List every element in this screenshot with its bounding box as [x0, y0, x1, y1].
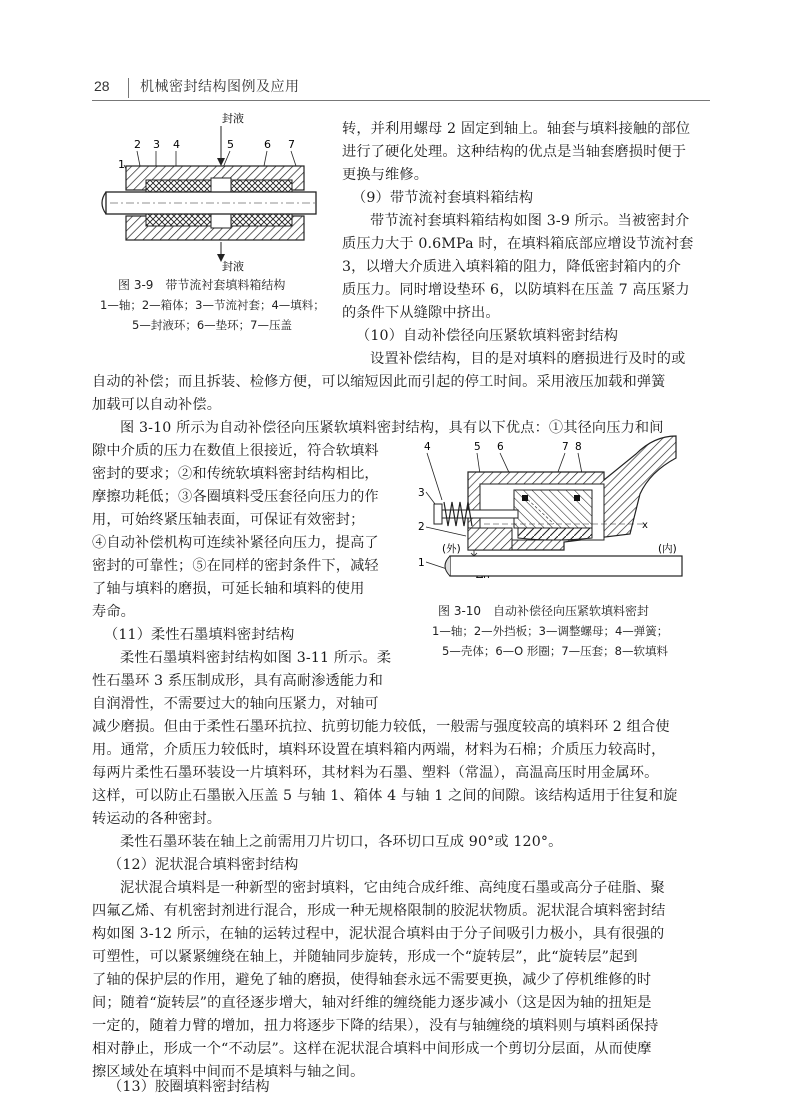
text-line: 擦区域处在填料中间而不是填料与轴之间。: [92, 1064, 365, 1080]
text-line: 隙中介质的压力在数值上很接近，符合软填料: [92, 443, 379, 459]
text-line: 可塑性，可以紧紧缠绕在轴上，并随轴同步旋转，形成一个“旋转层”，此“旋转层”起到: [92, 949, 638, 965]
fig310-label-6: 6: [497, 441, 504, 453]
text-line: 一定的，随着力臂的增加，扭力将逐步下降的结果），没有与轴缠绕的填料则与填料函保持: [92, 1018, 659, 1034]
text-line: 了轴的保护层的作用，避免了轴的磨损，使得轴套永远不需要更换，减少了停机维修的时: [92, 972, 652, 988]
text-line: 构如图 3-12 所示，在轴的运转过程中，泥状混合填料由于分子间吸引力极小，具有很强的: [92, 926, 665, 942]
text-line: 带节流衬套填料箱结构如图 3-9 所示。当被密封介: [370, 213, 690, 229]
fig310-label-7: 7: [562, 441, 569, 453]
section-heading-13: （13）胶圈填料密封结构: [108, 1079, 270, 1095]
fig39-caption-title: 图 3-9 带节流衬套填料箱结构: [118, 278, 286, 292]
fig39-label-7: 7: [288, 138, 295, 151]
fig310-inner-label: (内): [658, 543, 677, 555]
text-line: 相对静止，形成一个“不动层”。这样在泥状混合填料中间形成一个剪切分层面，从而使摩: [92, 1041, 652, 1057]
fig310-x-label: x: [642, 520, 648, 531]
text-line: 柔性石墨环装在轴上之前需用刀片切口，各环切口互成 90°或 120°。: [120, 834, 563, 850]
fig310-caption-line1: 1—轴；2—外挡板；3—调整螺母；4—弹簧；: [432, 624, 669, 638]
text-line: 设置补偿结构，目的是对填料的磨损进行及时的或: [370, 351, 686, 367]
fig39-label-4: 4: [173, 138, 180, 151]
text-line: 用，可始终紧压轴表面，可保证有效密封；: [92, 512, 365, 528]
text-line: 自动的补偿；而且拆装、检修方便，可以缩短因此而引起的停工时间。采用液压加载和弹簧: [92, 374, 666, 390]
text-line: 加载可以自动补偿。: [92, 397, 222, 413]
fig310-label-8: 8: [575, 441, 582, 453]
section-heading-9: （9）带节流衬套填料箱结构: [352, 190, 534, 206]
book-title: 机械密封结构图例及应用: [140, 79, 300, 95]
text-line: 每两片柔性石墨环装设一片填料环，其材料为石墨、塑料（常温），高温高压时用金属环。: [92, 765, 659, 781]
fig39-caption-line1: 1—轴；2—箱体；3—节流衬套；4—填料；: [100, 298, 325, 312]
section-heading-12: （12）泥状混合填料密封结构: [108, 857, 299, 873]
text-line: 摩擦功耗低；③各圈填料受压套径向压力的作: [92, 489, 379, 505]
page-number: 28: [94, 78, 110, 94]
text-line: 密封的要求；②和传统软填料密封结构相比，: [92, 466, 379, 482]
text-line: 性石墨环 3 系压制成形，具有高耐渗透能力和: [92, 673, 383, 689]
fig39-outflow-label: 封液: [222, 260, 244, 273]
text-line: 四氟乙烯、有机密封剂进行混合，形成一种无规格限制的胶泥状物质。泥状混合填料密封结: [92, 903, 666, 919]
header-rule: [92, 100, 710, 101]
fig39-label-1: 1: [118, 158, 125, 171]
fig310-label-4: 4: [424, 441, 431, 453]
text-line: 密封的可靠性；⑤在同样的密封条件下，减轻: [92, 558, 379, 574]
text-line: ④自动补偿机构可连续补紧径向压力，提高了: [92, 535, 379, 551]
fig310-label-2: 2: [418, 521, 425, 533]
fig310-label-5: 5: [474, 441, 481, 453]
text-line: 进行了硬化处理。这种结构的优点是当轴套磨损时便于: [342, 144, 687, 160]
fig39-label-2: 2: [134, 138, 141, 151]
text-line: 了轴与填料的磨损，可延长轴和填料的使用: [92, 581, 365, 597]
fig310-label-3: 3: [418, 487, 425, 499]
text-line: 的条件下从缝隙中挤出。: [342, 305, 500, 321]
text-line: 图 3-10 所示为自动补偿径向压紧软填料密封结构，具有以下优点：①其径向压力和间: [120, 420, 664, 436]
fig39-inflow-label: 封液: [222, 112, 244, 125]
text-line: 这样，可以防止石墨嵌入压盖 5 与轴 1、箱体 4 与轴 1 之间的间隙。该结构适用于往复和旋: [92, 788, 678, 804]
section-heading-10: （10）自动补偿径向压紧软填料密封结构: [356, 328, 619, 344]
fig39-caption-line2: 5—封液环；6—垫环；7—压盖: [132, 318, 292, 332]
text-line: 转，并利用螺母 2 固定到轴上。轴套与填料接触的部位: [342, 121, 691, 137]
text-line: 间；随着“旋转层”的直径逐步增大，轴对纤维的缠绕能力逐步减小（这是因为轴的扭矩是: [92, 995, 652, 1011]
fig310-label-1: 1: [418, 557, 425, 569]
fig39-label-6: 6: [264, 138, 271, 151]
text-line: 更换与维修。: [342, 167, 429, 183]
text-line: 泥状混合填料是一种新型的密封填料，它由纯合成纤维、高纯度石墨或高分子硅脂、聚: [120, 880, 665, 896]
figure-3-9: [96, 108, 326, 278]
fig39-label-5: 5: [227, 138, 234, 151]
header-separator: [128, 78, 129, 98]
fig39-label-3: 3: [153, 138, 160, 151]
section-heading-11: （11）柔性石墨填料密封结构: [104, 627, 295, 643]
fig310-caption-title: 图 3-10 自动补偿径向压紧软填料密封: [438, 604, 650, 618]
text-line: 用。通常，介质压力较低时，填料环设置在填料箱内两端，材料为石棉；介质压力较高时，: [92, 742, 666, 758]
text-line: 质压力大于 0.6MPa 时，在填料箱底部应增设节流衬套: [342, 236, 694, 252]
fig310-caption-line2: 5—壳体；6—O 形圈；7—压套；8—软填料: [442, 644, 668, 658]
fig310-outer-label: (外): [442, 543, 461, 555]
text-line: 自润滑性，不需要过大的轴向压紧力，对轴可: [92, 696, 379, 712]
text-line: 转运动的各种密封。: [92, 811, 222, 827]
text-line: 质压力。同时增设垫环 6，以防填料在压盖 7 高压紧力: [342, 282, 690, 298]
text-line: 减少磨损。但由于柔性石墨环抗拉、抗剪切能力较低，一般需与强度较高的填料环 2 组合使: [92, 719, 670, 735]
text-line: 寿命。: [92, 604, 136, 620]
figure-3-10: [414, 432, 714, 598]
text-line: 柔性石墨填料密封结构如图 3-11 所示。柔: [120, 650, 392, 666]
text-line: 3，以增大介质进入填料箱的阻力，降低密封箱内的介: [342, 259, 681, 275]
